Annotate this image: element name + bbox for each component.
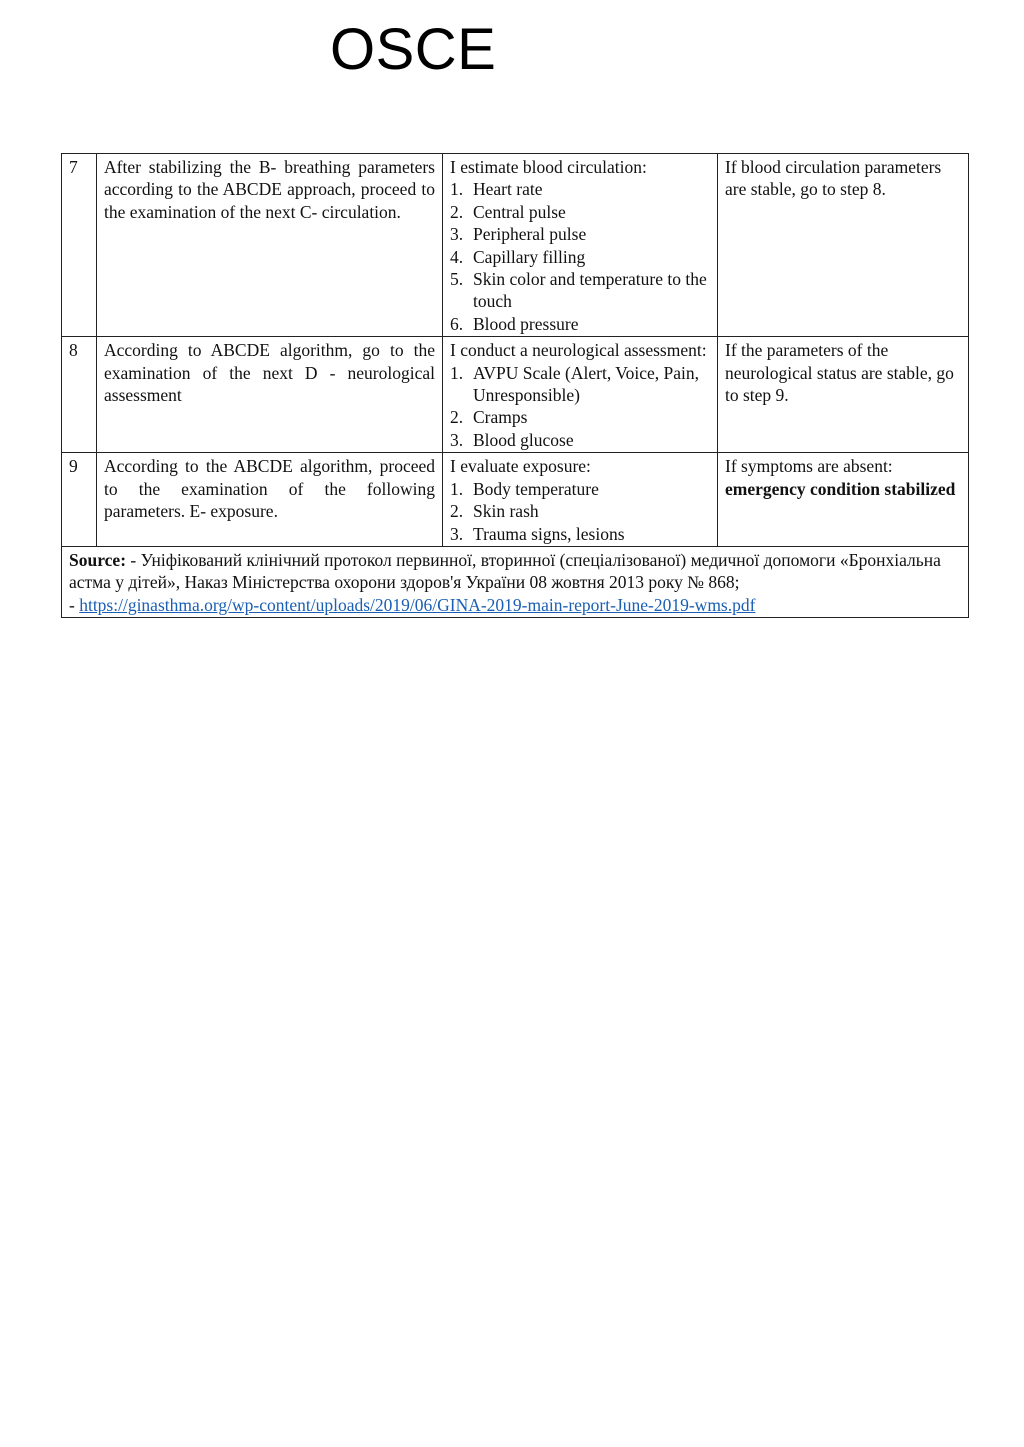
step-number: 8 <box>62 337 97 453</box>
list-item <box>450 478 710 500</box>
list-item-text: AVPU Scale (Alert, Voice, Pain, Unresponsible) <box>473 362 700 406</box>
list-item-text: Body temperature <box>473 478 599 499</box>
list-item-text: Capillary filling <box>473 246 586 267</box>
list-item-number: 3. <box>450 523 464 544</box>
assessment-list <box>450 478 710 545</box>
list-item <box>450 313 710 335</box>
source-reference: - Уніфікований клінічний протокол первинної, вторинної (спеціалізованої) медичної допомоги «Бронхіальна астма у дітей», Наказ Міністерства охорони здоров'я України 08 жовтня 2013 року № 868; <box>69 549 941 593</box>
list-item-text: Heart rate <box>473 179 543 200</box>
source-label: Source: <box>69 549 127 570</box>
table-row <box>62 154 969 337</box>
list-item <box>450 201 710 223</box>
list-item <box>450 362 710 407</box>
step-outcome <box>718 337 969 453</box>
list-item-number: 2. <box>450 501 464 522</box>
table-row <box>62 337 969 453</box>
list-item-number: 3. <box>450 429 464 450</box>
list-item-text: Blood glucose <box>473 429 574 450</box>
step-outcome <box>718 154 969 337</box>
assessment-intro: I estimate blood circulation: <box>450 157 647 177</box>
list-item-text: Cramps <box>473 407 528 428</box>
step-assessment <box>443 453 718 547</box>
outcome-text: If symptoms are absent: <box>725 456 893 477</box>
list-item-number: 1. <box>450 179 464 200</box>
list-item <box>450 178 710 200</box>
step-assessment <box>443 154 718 337</box>
list-item-number: 6. <box>450 313 464 334</box>
step-action: After stabilizing the B- breathing parameters according to the ABCDE approach, proceed to the examination of the next C- circulation. <box>97 154 443 337</box>
list-item-text: Central pulse <box>473 201 566 222</box>
assessment-intro: I evaluate exposure: <box>450 456 591 477</box>
list-item <box>450 246 710 268</box>
assessment-list <box>450 362 710 452</box>
source-link[interactable]: https://ginasthma.org/wp-content/uploads/2019/06/GINA-2019-main-report-June-2019-wms.pdf <box>79 594 756 615</box>
list-item <box>450 429 710 451</box>
list-item-number: 1. <box>450 478 464 499</box>
protocol-table <box>61 153 969 618</box>
source-row <box>62 546 969 617</box>
list-item <box>450 268 710 313</box>
list-item <box>450 223 710 245</box>
list-item-number: 2. <box>450 201 464 222</box>
list-item-text: Skin color and temperature to the touch <box>473 269 707 312</box>
table-row <box>62 453 969 547</box>
list-item <box>450 500 710 522</box>
step-assessment <box>443 337 718 453</box>
page-title: OSCE <box>330 17 497 82</box>
list-item-number: 3. <box>450 224 464 245</box>
outcome-text: If the parameters of the neurological status are stable, go to step 9. <box>725 340 954 406</box>
list-item-text: Skin rash <box>473 501 539 522</box>
step-number: 7 <box>62 154 97 337</box>
list-item-number: 1. <box>450 362 464 383</box>
list-item <box>450 523 710 545</box>
step-outcome <box>718 453 969 547</box>
outcome-emphasis: emergency condition stabilized <box>725 478 956 499</box>
assessment-intro: I conduct a neurological assessment: <box>450 340 707 361</box>
list-item-number: 2. <box>450 407 464 428</box>
source-link-prefix: - <box>69 594 75 615</box>
step-number: 9 <box>62 453 97 547</box>
outcome-text: If blood circulation parameters are stable, go to step 8. <box>725 157 942 200</box>
list-item-number: 5. <box>450 269 464 290</box>
assessment-list <box>450 178 710 335</box>
source-cell <box>62 546 969 617</box>
step-action: According to ABCDE algorithm, go to the examination of the next D - neurological assessment <box>97 337 443 453</box>
list-item <box>450 406 710 428</box>
list-item-text: Blood pressure <box>473 313 579 334</box>
list-item-text: Trauma signs, lesions <box>473 523 625 544</box>
step-action: According to the ABCDE algorithm, proceed to the examination of the following parameters. E- exposure. <box>97 453 443 547</box>
list-item-number: 4. <box>450 246 464 267</box>
list-item-text: Peripheral pulse <box>473 224 587 245</box>
